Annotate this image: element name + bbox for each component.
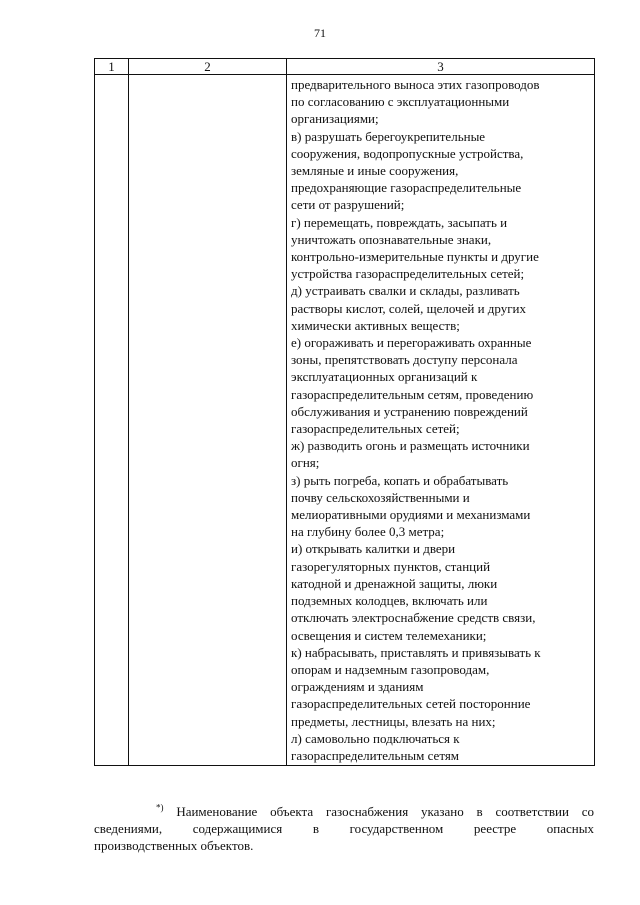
footnote-marker: *) xyxy=(156,802,164,813)
list-item-line: в) разрушать берегоукрепительные xyxy=(291,128,486,144)
page-number: 71 xyxy=(314,26,326,40)
requirements-table xyxy=(94,58,595,766)
list-item-line: г) перемещать, повреждать, засыпать и xyxy=(291,214,508,230)
list-item-line: предохраняющие газораспределительные xyxy=(291,180,522,196)
list-item-line: на глубину более 0,3 метра; xyxy=(291,524,445,540)
list-item-line: катодной и дренажной защиты, люки xyxy=(291,575,498,591)
list-item-line: мелиоративными орудиями и механизмами xyxy=(291,507,531,523)
list-item-line: отключать электроснабжение средств связи, xyxy=(291,610,536,626)
footnote-line: сведениями, содержащимися в государственном реестре опасных xyxy=(94,821,594,836)
list-item-line: предварительного выноса этих газопроводов xyxy=(291,77,540,92)
prohibitions-list xyxy=(287,75,594,765)
list-item-line: л) самовольно подключаться к xyxy=(291,730,460,746)
list-item-line: по согласованию с эксплуатационными xyxy=(291,94,510,110)
cell-column-1 xyxy=(95,75,129,766)
column-header-1: 1 xyxy=(95,59,129,75)
list-item-line: организациями; xyxy=(291,111,379,127)
list-item-line: подземных колодцев, включать или xyxy=(291,593,488,609)
list-item-line: почву сельскохозяйственными и xyxy=(291,489,470,505)
list-item-line: и) открывать калитки и двери xyxy=(291,541,456,557)
column-header-3: 3 xyxy=(287,59,595,75)
list-item-line: е) огораживать и перегораживать охранные xyxy=(291,335,532,351)
cell-column-2 xyxy=(129,75,287,766)
list-item-line: к) набрасывать, приставлять и привязывать к xyxy=(291,644,541,660)
list-item-line: освещения и систем телемеханики; xyxy=(291,627,487,643)
list-item-line: д) устраивать свалки и склады, разливать xyxy=(291,283,520,299)
list-item-line: опорам и надземным газопроводам, xyxy=(291,661,490,677)
list-item-line: контрольно-измерительные пункты и другие xyxy=(291,249,539,265)
list-item-line: газораспределительным сетям, проведению xyxy=(291,386,534,402)
list-item-line: огня; xyxy=(291,455,320,471)
list-item-line: зоны, препятствовать доступу персонала xyxy=(291,352,518,368)
list-item-line: уничтожать опознавательные знаки, xyxy=(291,231,492,247)
column-header-2: 2 xyxy=(129,59,287,75)
list-item-line: газораспределительных сетей посторонние xyxy=(291,696,531,712)
list-item-line: сети от разрушений; xyxy=(291,197,405,213)
list-item-line: предметы, лестницы, влезать на них; xyxy=(291,713,496,729)
list-item-line: з) рыть погреба, копать и обрабатывать xyxy=(291,472,509,488)
list-item-line: эксплуатационных организаций к xyxy=(291,369,478,385)
footnote-line: производственных объектов. xyxy=(94,838,254,853)
footnote-line-text: Наименование объекта газоснабжения указано в соответствии со xyxy=(176,804,595,819)
cell-column-3 xyxy=(287,75,595,766)
table-row xyxy=(95,75,595,766)
list-item-line: сооружения, водопропускные устройства, xyxy=(291,145,524,161)
table-header-row xyxy=(95,59,595,75)
list-item-line: растворы кислот, солей, щелочей и других xyxy=(291,300,527,316)
list-item-line: газораспределительным сетям xyxy=(291,747,460,763)
list-item-line: газорегуляторных пунктов, станций xyxy=(291,558,491,574)
list-item-line: химически активных веществ; xyxy=(291,317,460,333)
list-item-line: земляные и иные сооружения, xyxy=(291,163,459,179)
list-item-line: обслуживания и устранению повреждений xyxy=(291,403,528,419)
list-item-line: газораспределительных сетей; xyxy=(291,421,460,437)
list-item-line: ж) разводить огонь и размещать источники xyxy=(291,438,530,454)
footnote-line xyxy=(94,803,594,820)
footnote xyxy=(94,803,594,854)
list-item-line: устройства газораспределительных сетей; xyxy=(291,266,525,282)
list-item-line: ограждениям и зданиям xyxy=(291,679,424,695)
